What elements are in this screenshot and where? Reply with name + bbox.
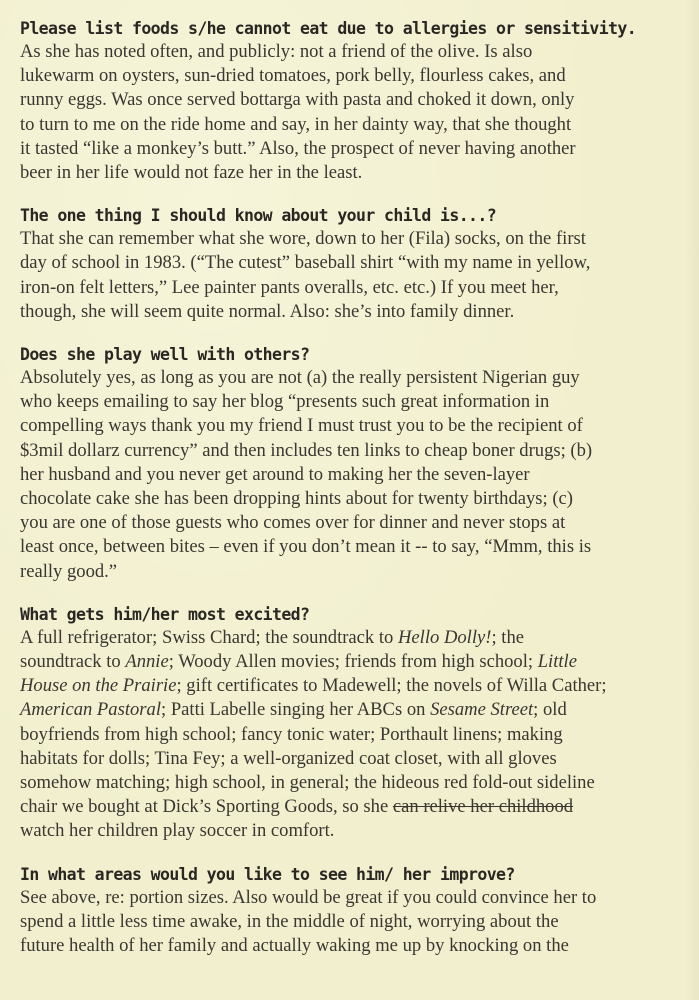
text-run: ; the	[491, 626, 524, 648]
italic-title: House on the Prairie	[20, 675, 177, 697]
text-run: ; Woody Allen movies; friends from high school;	[168, 651, 538, 673]
qa-section-allergies	[20, 18, 692, 185]
answer-line: future health of her family and actually waking me up by knocking on the	[20, 935, 569, 957]
qa-section-improve	[20, 864, 692, 959]
text-run: habitats for dolls; Tina Fey; a well-organized coat closet, with all gloves	[20, 747, 557, 769]
answer-line: That she can remember what she wore, down to her (Fila) socks, on the first	[20, 228, 586, 250]
text-run: soundtrack to	[20, 651, 126, 673]
answer-text	[20, 366, 692, 584]
text-run: ; old	[533, 699, 567, 721]
answer-line	[20, 795, 692, 819]
answer-line: who keeps emailing to say her blog “presents such great information in	[20, 391, 550, 413]
answer-line: runny eggs. Was once served bottarga with pasta and choked it down, only	[20, 89, 575, 111]
answer-line: As she has noted often, and publicly: not a friend of the olive. Is also	[20, 41, 533, 62]
text-run: watch her children play soccer in comfort.	[20, 820, 335, 842]
answer-line: beer in her life would not faze her in the least.	[20, 162, 363, 184]
question-heading: Does she play well with others?	[20, 345, 310, 365]
answer-line	[20, 819, 692, 843]
italic-title: American Pastoral	[20, 699, 161, 721]
answer-line: her husband and you never get around to making her the seven-layer	[20, 463, 530, 485]
answer-line	[20, 771, 692, 795]
answer-line: $3mil dollarz currency” and then includes ten links to cheap boner drugs; (b)	[20, 439, 593, 461]
answer-text	[20, 626, 692, 844]
answer-line: though, she will seem quite normal. Also: she’s into family dinner.	[20, 300, 515, 322]
answer-line: chocolate cake she has been dropping hints about for twenty birthdays; (c)	[20, 488, 573, 510]
answer-line: compelling ways thank you my friend I must trust you to be the recipient of	[20, 415, 583, 437]
text-run: A full refrigerator; Swiss Chard; the soundtrack to	[20, 626, 398, 648]
answer-line: day of school in 1983. (“The cutest” baseball shirt “with my name in yellow,	[20, 252, 591, 274]
answer-line	[20, 698, 692, 722]
italic-title: Sesame Street	[430, 699, 534, 721]
answer-text	[20, 227, 692, 324]
text-run: boyfriends from high school; fancy tonic water; Porthault linens; making	[20, 723, 563, 745]
answer-line: Absolutely yes, as long as you are not (a) the really persistent Nigerian guy	[20, 367, 580, 389]
answer-line: to turn to me on the ride home and say, in her dainty way, that she thought	[20, 113, 572, 135]
answer-line	[20, 674, 692, 698]
italic-title: Little	[537, 651, 577, 673]
qa-section-one-thing	[20, 205, 692, 324]
answer-line: really good.”	[20, 560, 118, 582]
answer-line	[20, 747, 692, 771]
question-heading: Please list foods s/he cannot eat due to allergies or sensitivity.	[20, 19, 637, 38]
italic-title: Hello Dolly!	[398, 626, 492, 648]
text-run: ; Patti Labelle singing her ABCs on	[161, 699, 431, 721]
question-heading: What gets him/her most excited?	[20, 604, 310, 624]
answer-line: See above, re: portion sizes. Also would be great if you could convince her to	[20, 886, 597, 908]
question-heading: The one thing I should know about your child is...?	[20, 206, 497, 226]
answer-line: least once, between bites – even if you don’t mean it -- to say, “Mmm, this is	[20, 536, 592, 558]
answer-line: it tasted “like a monkey’s butt.” Also, the prospect of never having another	[20, 137, 576, 159]
text-run: chair we bought at Dick’s Sporting Goods, so she	[20, 796, 393, 818]
page-edge-shadow	[685, 0, 699, 1000]
qa-section-plays-well	[20, 344, 692, 584]
italic-title: Annie	[125, 651, 169, 673]
answer-text	[20, 886, 692, 959]
answer-text	[20, 40, 692, 185]
answer-line: lukewarm on oysters, sun-dried tomatoes, pork belly, flourless cakes, and	[20, 65, 566, 87]
answer-line	[20, 650, 692, 674]
struck-text: can relive her childhood	[392, 796, 574, 818]
answer-line	[20, 723, 692, 747]
text-run: somehow matching; high school, in general; the hideous red fold-out sideline	[20, 772, 595, 794]
answer-line	[20, 626, 692, 650]
question-heading: In what areas would you like to see him/ her improve?	[20, 864, 515, 884]
qa-section-excited	[20, 604, 692, 844]
text-run: ; gift certificates to Madewell; the novels of Willa Cather;	[176, 675, 607, 697]
answer-line: you are one of those guests who comes over for dinner and never stops at	[20, 512, 566, 534]
answer-line: iron-on felt letters,” Lee painter pants overalls, etc. etc.) If you meet her,	[20, 276, 559, 298]
answer-line: spend a little less time awake, in the middle of night, worrying about the	[20, 910, 559, 932]
